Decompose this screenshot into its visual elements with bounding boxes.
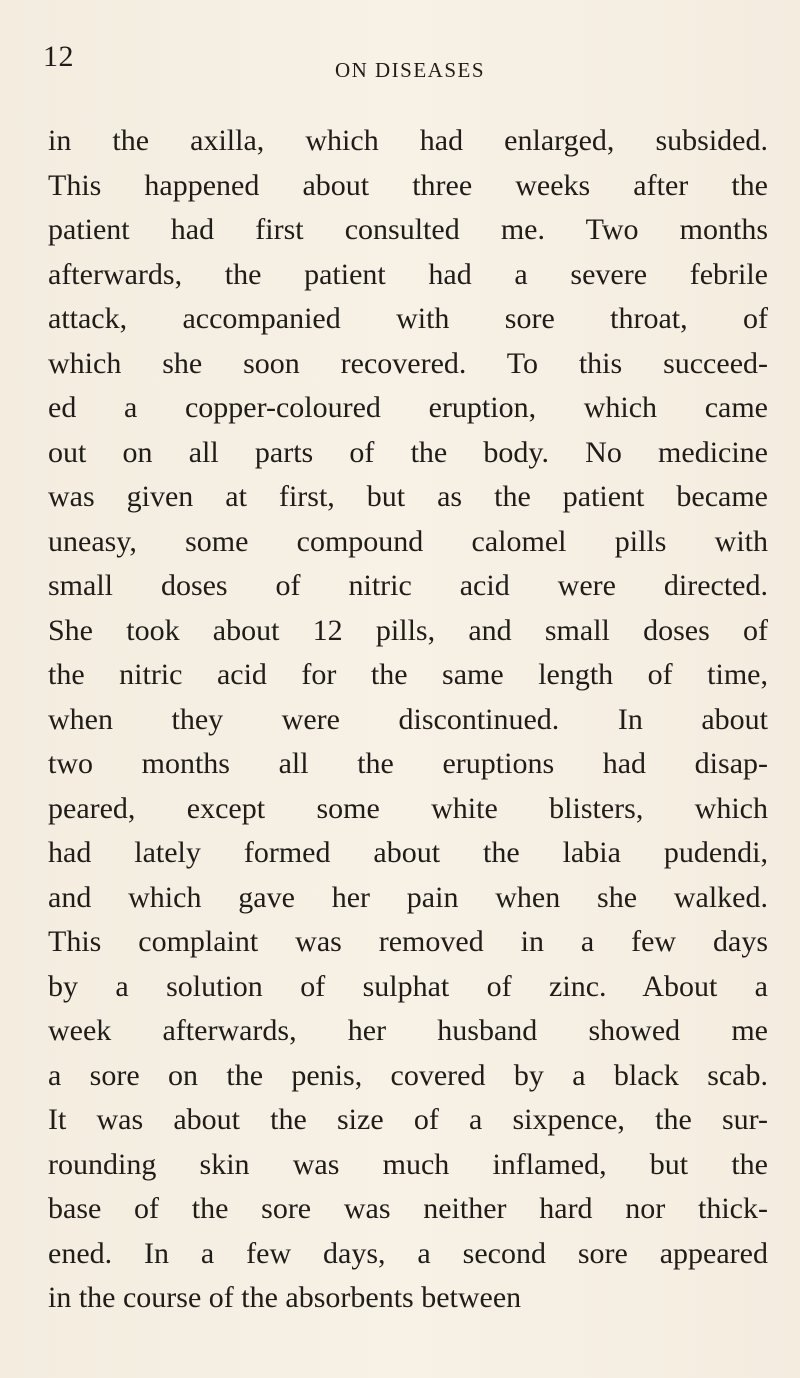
- text-line: small doses of nitric acid were directed.: [48, 569, 768, 602]
- text-line: out on all parts of the body. No medicine: [48, 435, 768, 469]
- text-line: which she soon recovered. To this succeed-: [48, 346, 768, 380]
- text-line: patient had first consulted me. Two months: [48, 213, 768, 246]
- text-line: in the axilla, which had enlarged, subsided.: [48, 124, 768, 157]
- page-number: 12: [43, 40, 74, 73]
- text-line: ened. In a few days, a second sore appeared: [48, 1236, 768, 1270]
- running-head: ON DISEASES: [334, 58, 486, 82]
- text-line: week afterwards, her husband showed me: [48, 1014, 768, 1047]
- text-line: a sore on the penis, covered by a black scab.: [48, 1058, 768, 1092]
- text-line: She took about 12 pills, and small doses of: [48, 613, 768, 647]
- text-line: was given at first, but as the patient became: [48, 480, 768, 513]
- text-line: rounding skin was much inflamed, but the: [48, 1147, 768, 1181]
- text-line: uneasy, some compound calomel pills with: [48, 524, 768, 558]
- text-line: This complaint was removed in a few days: [48, 925, 768, 958]
- text-line: and which gave her pain when she walked.: [48, 880, 768, 914]
- text-line: ed a copper-coloured eruption, which came: [48, 391, 768, 424]
- text-line: the nitric acid for the same length of time,: [48, 658, 768, 691]
- text-line: This happened about three weeks after the: [48, 168, 768, 202]
- body-text: [48, 119, 768, 1321]
- text-line: base of the sore was neither hard nor thick-: [48, 1192, 768, 1225]
- text-line: two months all the eruptions had disap-: [48, 747, 768, 780]
- text-line: It was about the size of a sixpence, the sur-: [48, 1103, 768, 1136]
- text-line: when they were discontinued. In about: [48, 702, 768, 736]
- text-line: afterwards, the patient had a severe febrile: [48, 257, 768, 291]
- text-line: in the course of the absorbents between: [48, 1281, 522, 1314]
- text-line: by a solution of sulphat of zinc. About a: [48, 969, 768, 1003]
- text-line: had lately formed about the labia pudendi,: [48, 836, 768, 869]
- text-line: peared, except some white blisters, which: [48, 791, 768, 825]
- text-line: attack, accompanied with sore throat, of: [48, 302, 768, 335]
